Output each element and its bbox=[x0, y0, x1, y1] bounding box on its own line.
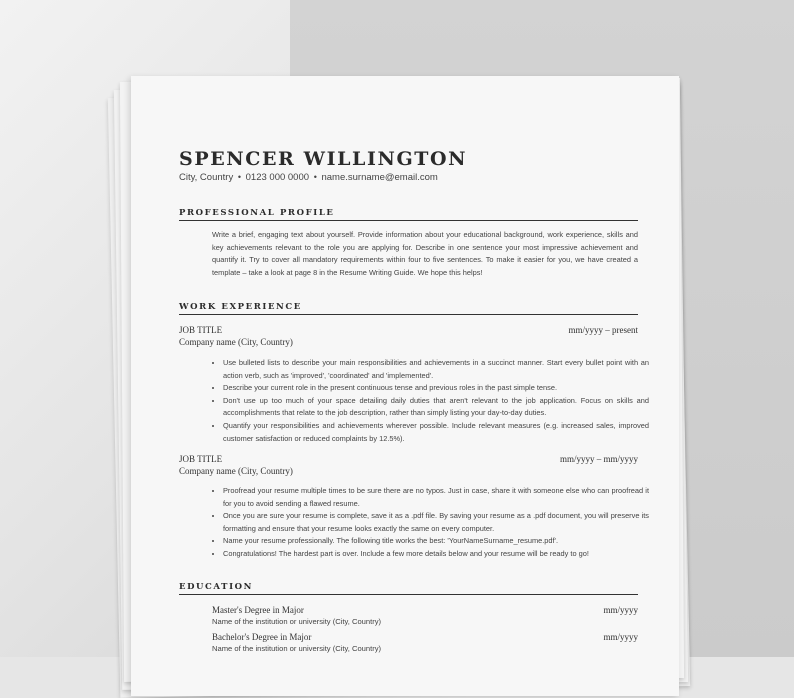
job-bullet-list bbox=[212, 485, 649, 561]
job-bullet: • Don't use up too much of your space detailing daily duties that aren't relevant to the job application. Focus on skills and accomplishments that relate to the job description, rather than simply listing your day-to-day duties. bbox=[223, 395, 649, 420]
job-bullet: • Proofread your resume multiple times to be sure there are no typos. Just in case, share it with someone else who can proofread it for you to avoid sending a flawed resume. bbox=[223, 485, 649, 510]
contact-separator: • bbox=[237, 172, 241, 182]
job-company: Company name (City, Country) bbox=[179, 337, 293, 347]
job-title: JOB TITLE bbox=[179, 325, 223, 335]
education-institution: Name of the institution or university (City, Country) bbox=[212, 617, 382, 626]
section-divider bbox=[179, 314, 638, 315]
profile-text: Write a brief, engaging text about yourself. Provide information about your educational background, work experience, skills and key achievements relevant to the role you are applying for. Describe in one sentence your most impressive achievement and quantify it. Try to cover all mandatory requirements within four to five sentences. To make it easier for you, we have created a template – take a look at page 8 in the Resume Writing Guide. We hope this helps! bbox=[212, 230, 638, 277]
section-divider bbox=[179, 594, 638, 595]
job-title: JOB TITLE bbox=[179, 454, 223, 464]
resume-page bbox=[131, 76, 679, 696]
contact-location: City, Country bbox=[179, 172, 234, 183]
section-heading-profile: PROFESSIONAL PROFILE bbox=[179, 208, 335, 218]
job-dates: mm/yyyy – present bbox=[568, 325, 638, 335]
education-date: mm/yyyy bbox=[603, 605, 638, 615]
job-bullet: • Name your resume professionally. The following title works the best: 'YourNameSurname_resume.pdf'. bbox=[223, 535, 649, 548]
section-heading-work: WORK EXPERIENCE bbox=[179, 302, 302, 312]
job-bullet: • Describe your current role in the present continuous tense and previous roles in the past simple tense. bbox=[223, 382, 649, 395]
job-bullet: • Once you are sure your resume is complete, save it as a .pdf file. By saving your resume as a .pdf document, you will preserve its formatting and ensure that your resume looks exactly the same on every computer. bbox=[223, 510, 649, 535]
contact-separator: • bbox=[313, 172, 317, 182]
resume-name: SPENCER WILLINGTON bbox=[179, 148, 468, 170]
section-divider bbox=[179, 220, 638, 221]
contact-email: name.surname@email.com bbox=[321, 172, 438, 183]
education-degree: Master's Degree in Major bbox=[212, 605, 304, 615]
job-bullet: • Use bulleted lists to describe your main responsibilities and achievements in a succinct manner. Start every bullet point with an action verb, such as 'improved', 'coordinated' and 'implemented'. bbox=[223, 357, 649, 382]
job-bullet: • Quantify your responsibilities and achievements wherever possible. Include relevant measures (e.g. increased sales, improved customer satisfaction or reduced complaints by 12.5%). bbox=[223, 420, 649, 445]
job-bullet: • Congratulations! The hardest part is over. Include a few more details below and your resume will be ready to go! bbox=[223, 548, 649, 561]
education-institution: Name of the institution or university (City, Country) bbox=[212, 644, 382, 653]
section-heading-education: EDUCATION bbox=[179, 582, 254, 592]
education-date: mm/yyyy bbox=[603, 632, 638, 642]
contact-phone: 0123 000 0000 bbox=[245, 172, 310, 183]
education-degree: Bachelor's Degree in Major bbox=[212, 632, 312, 642]
job-bullet-list bbox=[212, 357, 649, 445]
contact-line bbox=[179, 172, 438, 183]
job-dates: mm/yyyy – mm/yyyy bbox=[559, 454, 638, 464]
job-company: Company name (City, Country) bbox=[179, 466, 293, 476]
